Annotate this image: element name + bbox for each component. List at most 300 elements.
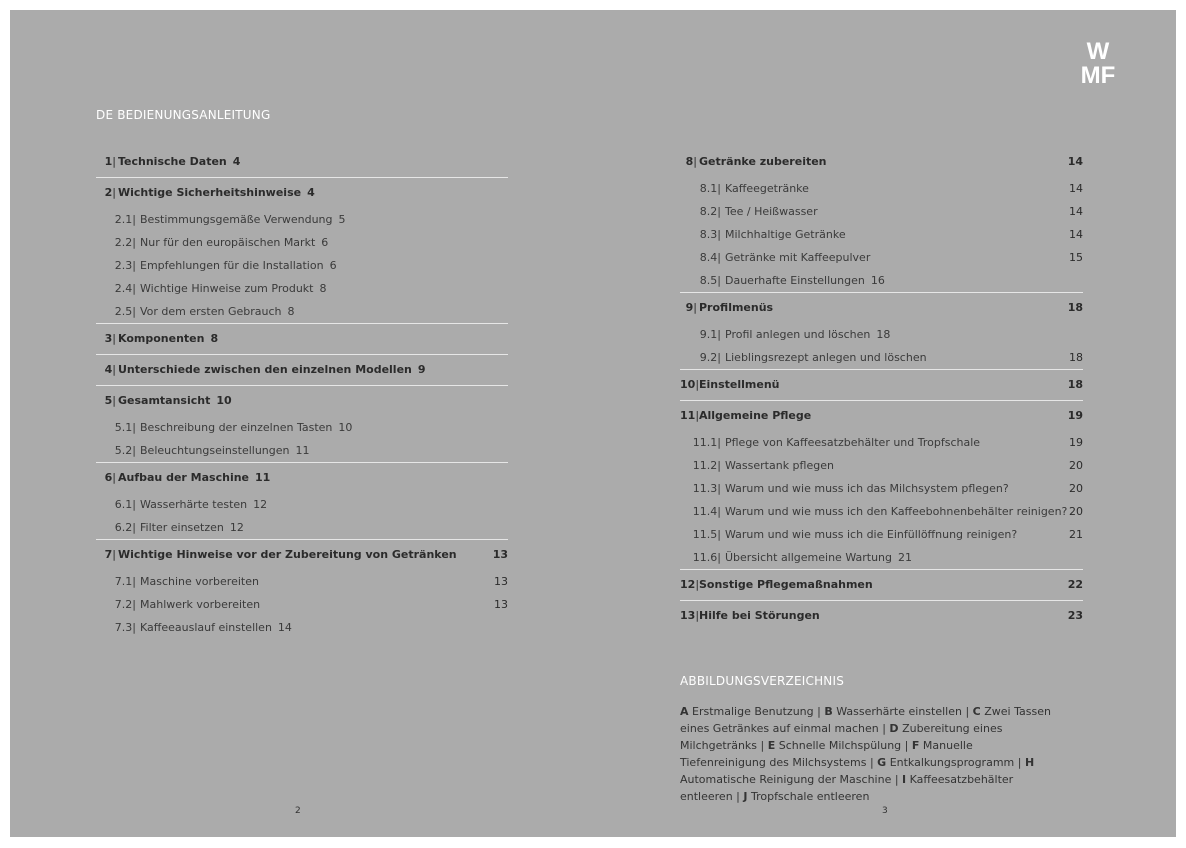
toc-page-number: 4 xyxy=(232,155,241,168)
toc-label-text: Profilmenüs xyxy=(699,301,774,314)
figure-item[interactable] xyxy=(877,756,1014,769)
toc-label-text: Dauerhafte Einstellungen xyxy=(725,274,865,287)
toc-page-number: 8 xyxy=(287,305,295,318)
toc-label-text: Warum und wie muss ich das Milchsystem pflegen? xyxy=(725,482,1009,495)
toc-section xyxy=(680,601,1083,631)
toc-subentry[interactable] xyxy=(680,454,1083,477)
toc-subentry-number xyxy=(680,177,721,200)
toc-subentry-number xyxy=(680,454,721,477)
toc-subentry-label xyxy=(725,431,980,454)
toc-page-number: 18 xyxy=(1067,301,1083,314)
toc-entry-label xyxy=(699,401,811,431)
toc-entry[interactable] xyxy=(96,324,508,354)
figure-separator: | xyxy=(878,722,890,735)
toc-page-number: 18 xyxy=(1067,378,1083,391)
toc-number-bar: | xyxy=(717,482,721,495)
toc-label-text: Mahlwerk vorbereiten xyxy=(140,598,261,611)
toc-label-text: Wassertank pflegen xyxy=(725,459,834,472)
toc-page-number: 13 xyxy=(492,548,508,561)
toc-subentry-number xyxy=(680,523,721,546)
toc-number-text: 9.1 xyxy=(699,328,718,341)
toc-number-text: 4 xyxy=(104,363,113,376)
toc-label-text: Sonstige Pflegemaßnahmen xyxy=(699,578,873,591)
figure-separator: | xyxy=(866,756,878,769)
toc-label-text: Technische Daten xyxy=(118,155,227,168)
toc-page-number: 16 xyxy=(870,274,885,287)
toc-subentry[interactable] xyxy=(96,231,508,254)
figure-text: Kaffeesatzbehälter entleeren xyxy=(680,773,1014,803)
toc-subentry[interactable] xyxy=(680,523,1083,546)
toc-page-number: 10 xyxy=(216,394,232,407)
toc-number-text: 10 xyxy=(680,378,696,391)
toc-page-number: 14 xyxy=(277,621,292,634)
toc-subentry-number xyxy=(96,300,136,323)
toc-label-text: Hilfe bei Störungen xyxy=(699,609,820,622)
toc-subentry-label xyxy=(140,439,309,462)
toc-subentry-number xyxy=(96,254,136,277)
figure-separator: | xyxy=(961,705,973,718)
figure-separator: | xyxy=(813,705,825,718)
toc-subentry-number xyxy=(680,500,721,523)
toc-subentry[interactable] xyxy=(96,616,508,639)
toc-section xyxy=(96,540,508,639)
toc-page-number: 22 xyxy=(1067,578,1083,591)
figure-separator: | xyxy=(1014,756,1025,769)
figure-text: Zubereitung eines Milchgetränks xyxy=(680,722,1003,752)
toc-page-number: 6 xyxy=(321,236,329,249)
toc-entry-label xyxy=(118,147,240,177)
toc-number-text: 6 xyxy=(104,471,113,484)
toc-subentry-number xyxy=(96,570,136,593)
toc-subentry-number xyxy=(680,323,721,346)
figure-key: A xyxy=(680,705,689,718)
toc-subentry-label xyxy=(725,323,890,346)
toc-subentry[interactable] xyxy=(96,416,508,439)
toc-page-number: 18 xyxy=(876,328,891,341)
toc-label-text: Allgemeine Pflege xyxy=(699,409,812,422)
toc-subentry[interactable] xyxy=(96,439,508,462)
toc-number-bar: | xyxy=(132,213,136,226)
toc-label-text: Komponenten xyxy=(118,332,205,345)
toc-number-bar: | xyxy=(717,228,721,241)
toc-page-number: 19 xyxy=(1069,436,1083,449)
toc-label-text: Tee / Heißwasser xyxy=(725,205,818,218)
toc-subentry[interactable] xyxy=(680,177,1083,200)
toc-subentry-number xyxy=(96,208,136,231)
toc-number-text: 8.2 xyxy=(699,205,718,218)
toc-label-text: Aufbau der Maschine xyxy=(118,471,250,484)
toc-page-number: 14 xyxy=(1067,155,1083,168)
figure-key: H xyxy=(1024,756,1035,769)
toc-section xyxy=(96,463,508,540)
toc-entry-number xyxy=(96,355,116,385)
toc-section xyxy=(680,570,1083,601)
toc-entry-number xyxy=(680,147,697,177)
figure-text: Automatische Reinigung der Maschine xyxy=(680,773,892,786)
figure-separator: | xyxy=(757,739,768,752)
toc-label-text: Wasserhärte testen xyxy=(140,498,248,511)
toc-number-text: 8.3 xyxy=(699,228,718,241)
toc-label-text: Warum und wie muss ich die Einfüllöffnung reinigen? xyxy=(725,528,1018,541)
toc-subentry-number xyxy=(680,546,721,569)
toc-page-number: 11 xyxy=(295,444,310,457)
toc-page-number: 21 xyxy=(1069,528,1083,541)
toc-number-bar: | xyxy=(717,328,721,341)
toc-subentry[interactable] xyxy=(96,300,508,323)
toc-number-text: 2.4 xyxy=(114,282,133,295)
toc-subentry-label xyxy=(140,493,267,516)
toc-subentry-number xyxy=(96,231,136,254)
toc-label-text: Maschine vorbereiten xyxy=(140,575,259,588)
toc-page-number: 20 xyxy=(1069,505,1083,518)
toc-number-bar: | xyxy=(717,205,721,218)
toc-number-bar: | xyxy=(132,282,136,295)
toc-section xyxy=(680,401,1083,570)
toc-number-text: 7.1 xyxy=(114,575,133,588)
toc-number-bar: | xyxy=(717,551,721,564)
toc-label-text: Wichtige Sicherheitshinweise xyxy=(118,186,302,199)
toc-number-bar: | xyxy=(695,609,700,622)
toc-number-bar: | xyxy=(112,186,116,199)
toc-number-bar: | xyxy=(112,548,116,561)
toc-subentry[interactable] xyxy=(680,200,1083,223)
toc-number-bar: | xyxy=(695,578,700,591)
toc-label-text: Einstellmenü xyxy=(699,378,780,391)
toc-label-text: Beschreibung der einzelnen Tasten xyxy=(140,421,333,434)
toc-number-bar: | xyxy=(695,409,700,422)
toc-number-bar: | xyxy=(132,305,136,318)
toc-page-number: 11 xyxy=(255,471,271,484)
toc-number-bar: | xyxy=(717,436,721,449)
toc-entry-label xyxy=(699,601,820,631)
toc-page-number: 18 xyxy=(1069,351,1083,364)
toc-number-text: 6.1 xyxy=(114,498,133,511)
toc-subentry-label xyxy=(725,246,870,269)
toc-number-bar: | xyxy=(132,236,136,249)
figure-item[interactable] xyxy=(768,739,901,752)
toc-subentry[interactable] xyxy=(96,516,508,539)
figure-key: I xyxy=(902,773,907,786)
toc-entry[interactable] xyxy=(96,540,508,570)
toc-number-text: 12 xyxy=(680,578,696,591)
toc-label-text: Filter einsetzen xyxy=(140,521,224,534)
toc-number-text: 9.2 xyxy=(699,351,718,364)
figure-key: F xyxy=(911,739,920,752)
toc-entry-label xyxy=(699,147,827,177)
toc-entry-label xyxy=(118,386,232,416)
toc-entry-label xyxy=(118,355,426,385)
toc-entry[interactable] xyxy=(680,370,1083,400)
toc-subentry[interactable] xyxy=(680,323,1083,346)
toc-right xyxy=(680,147,1083,631)
toc-subentry[interactable] xyxy=(680,477,1083,500)
toc-page-number: 14 xyxy=(1069,228,1083,241)
toc-entry[interactable] xyxy=(96,178,508,208)
toc-entry-number xyxy=(96,324,116,354)
toc-number-bar: | xyxy=(717,351,721,364)
toc-subentry-label xyxy=(140,277,327,300)
toc-entry-number xyxy=(96,463,116,493)
toc-number-text: 8.4 xyxy=(699,251,718,264)
toc-number-text: 1 xyxy=(104,155,113,168)
toc-section xyxy=(96,147,508,178)
toc-label-text: Profil anlegen und löschen xyxy=(725,328,871,341)
toc-page-number: 21 xyxy=(898,551,912,564)
toc-label-text: Übersicht allgemeine Wartung xyxy=(725,551,892,564)
toc-section xyxy=(96,178,508,324)
toc-subentry-number xyxy=(96,616,136,639)
toc-subentry-number xyxy=(96,516,136,539)
toc-number-text: 2.5 xyxy=(114,305,133,318)
toc-label-text: Wichtige Hinweise vor der Zubereitung von Getränken xyxy=(118,548,457,561)
toc-number-text: 11.4 xyxy=(692,505,718,518)
figure-key: G xyxy=(877,756,887,769)
toc-subentry-number xyxy=(680,477,721,500)
figure-item[interactable] xyxy=(680,705,814,718)
toc-number-bar: | xyxy=(112,471,116,484)
toc-entry-label xyxy=(118,178,315,208)
toc-number-text: 9 xyxy=(685,301,694,314)
toc-subentry-label xyxy=(140,416,352,439)
figure-text: Zwei Tassen eines Getränkes auf einmal machen xyxy=(680,705,1051,735)
toc-label-text: Unterschiede zwischen den einzelnen Modellen xyxy=(118,363,412,376)
toc-subentry-number xyxy=(680,431,721,454)
toc-entry-number xyxy=(680,293,697,323)
toc-number-bar: | xyxy=(112,394,116,407)
toc-subentry-label xyxy=(140,300,294,323)
toc-page-number: 8 xyxy=(210,332,219,345)
toc-subentry[interactable] xyxy=(680,431,1083,454)
toc-number-text: 5 xyxy=(104,394,113,407)
toc-number-text: 11.2 xyxy=(692,459,718,472)
toc-label-text: Bestimmungsgemäße Verwendung xyxy=(140,213,333,226)
toc-entry-label xyxy=(699,370,780,400)
toc-subentry-number xyxy=(96,493,136,516)
toc-entry-label xyxy=(118,540,457,570)
toc-entry-number xyxy=(96,540,116,570)
toc-subentry-number xyxy=(96,439,136,462)
toc-subentry[interactable] xyxy=(680,246,1083,269)
figure-key: E xyxy=(767,739,776,752)
toc-page-number: 20 xyxy=(1069,459,1083,472)
toc-section xyxy=(96,355,508,386)
figure-item[interactable] xyxy=(743,790,869,803)
toc-subentry[interactable] xyxy=(96,570,508,593)
figure-text: Schnelle Milchspülung xyxy=(778,739,902,752)
figure-separator: | xyxy=(732,790,744,803)
toc-number-bar: | xyxy=(132,598,136,611)
toc-subentry-label xyxy=(140,254,337,277)
page-number-right: 3 xyxy=(882,806,888,816)
toc-subentry-label xyxy=(140,516,244,539)
toc-number-text: 2 xyxy=(104,186,113,199)
toc-number-bar: | xyxy=(132,259,136,272)
toc-page-number: 9 xyxy=(417,363,426,376)
toc-entry-label xyxy=(118,324,218,354)
figure-text: Erstmalige Benutzung xyxy=(692,705,814,718)
toc-page-number: 20 xyxy=(1069,482,1083,495)
toc-section xyxy=(680,293,1083,370)
figure-text: Wasserhärte einstellen xyxy=(836,705,962,718)
toc-entry[interactable] xyxy=(680,293,1083,323)
toc-subentry-number xyxy=(96,593,136,616)
toc-number-text: 2.1 xyxy=(114,213,133,226)
toc-subentry-label xyxy=(725,523,1017,546)
toc-number-text: 8 xyxy=(685,155,694,168)
svg-text:MF: MF xyxy=(1080,62,1116,85)
toc-number-bar: | xyxy=(112,332,116,345)
toc-page-number: 10 xyxy=(338,421,353,434)
toc-subentry[interactable] xyxy=(96,254,508,277)
toc-subentry-number xyxy=(680,346,721,369)
toc-number-bar: | xyxy=(717,505,721,518)
toc-page-number: 8 xyxy=(319,282,327,295)
toc-page-number: 6 xyxy=(329,259,337,272)
toc-entry-number xyxy=(680,370,700,400)
toc-number-bar: | xyxy=(132,498,136,511)
toc-entry[interactable] xyxy=(680,147,1083,177)
toc-entry-number xyxy=(96,386,116,416)
figure-index xyxy=(680,703,1060,805)
toc-subentry-number xyxy=(680,269,721,292)
toc-subentry-number xyxy=(680,200,721,223)
toc-subentry-label xyxy=(725,177,809,200)
page-number-left: 2 xyxy=(295,806,301,816)
toc-number-text: 8.5 xyxy=(699,274,718,287)
toc-number-bar: | xyxy=(717,459,721,472)
toc-subentry[interactable] xyxy=(680,269,1083,292)
figure-item[interactable] xyxy=(824,705,962,718)
toc-number-text: 7.2 xyxy=(114,598,133,611)
toc-page-number: 14 xyxy=(1069,205,1083,218)
toc-label-text: Empfehlungen für die Installation xyxy=(140,259,324,272)
toc-number-text: 11 xyxy=(680,409,696,422)
toc-number-bar: | xyxy=(132,421,136,434)
right-section-title: ABBILDUNGSVERZEICHNIS xyxy=(680,674,845,688)
toc-subentry-label xyxy=(140,616,292,639)
toc-number-text: 6.2 xyxy=(114,521,133,534)
toc-label-text: Warum und wie muss ich den Kaffeebohnenbehälter reinigen? xyxy=(725,505,1068,518)
toc-number-text: 7.3 xyxy=(114,621,133,634)
toc-entry-label xyxy=(118,463,270,493)
toc-subentry-label xyxy=(725,269,885,292)
figure-text: Entkalkungsprogramm xyxy=(889,756,1015,769)
toc-subentry-label xyxy=(140,570,259,593)
toc-subentry[interactable] xyxy=(680,223,1083,246)
toc-number-bar: | xyxy=(132,621,136,634)
toc-label-text: Lieblingsrezept anlegen und löschen xyxy=(725,351,927,364)
toc-entry[interactable] xyxy=(96,355,508,385)
toc-entry-number xyxy=(680,401,700,431)
left-section-title: DE BEDIENUNGSANLEITUNG xyxy=(96,108,271,122)
toc-number-text: 11.6 xyxy=(692,551,718,564)
toc-number-text: 7 xyxy=(104,548,113,561)
toc-label-text: Getränke mit Kaffeepulver xyxy=(725,251,871,264)
toc-subentry-label xyxy=(725,223,846,246)
toc-entry[interactable] xyxy=(680,401,1083,431)
figure-key: J xyxy=(743,790,748,803)
toc-section xyxy=(680,370,1083,401)
toc-subentry-label xyxy=(725,500,1067,523)
toc-number-text: 11.1 xyxy=(692,436,718,449)
toc-number-text: 2.3 xyxy=(114,259,133,272)
toc-subentry[interactable] xyxy=(680,546,1083,569)
toc-number-bar: | xyxy=(717,274,721,287)
toc-label-text: Kaffeegetränke xyxy=(725,182,809,195)
toc-label-text: Milchhaltige Getränke xyxy=(725,228,846,241)
toc-subentry[interactable] xyxy=(96,277,508,300)
toc-subentry-label xyxy=(140,593,260,616)
toc-label-text: Vor dem ersten Gebrauch xyxy=(140,305,282,318)
figure-text: Tropfschale entleeren xyxy=(750,790,870,803)
toc-section xyxy=(96,324,508,355)
toc-number-text: 5.2 xyxy=(114,444,133,457)
toc-number-text: 13 xyxy=(680,609,696,622)
toc-subentry[interactable] xyxy=(96,593,508,616)
toc-subentry-label xyxy=(725,477,1009,500)
toc-number-bar: | xyxy=(132,444,136,457)
toc-entry[interactable] xyxy=(680,570,1083,600)
toc-left xyxy=(96,147,508,639)
toc-number-text: 2.2 xyxy=(114,236,133,249)
toc-entry[interactable] xyxy=(96,386,508,416)
toc-page-number: 23 xyxy=(1067,609,1083,622)
toc-label-text: Pflege von Kaffeesatzbehälter und Tropfschale xyxy=(725,436,981,449)
toc-entry[interactable] xyxy=(96,463,508,493)
toc-subentry-number xyxy=(96,277,136,300)
figure-separator: | xyxy=(891,773,903,786)
toc-label-text: Kaffeeauslauf einstellen xyxy=(140,621,272,634)
toc-number-bar: | xyxy=(112,363,116,376)
toc-section xyxy=(96,386,508,463)
toc-number-bar: | xyxy=(132,521,136,534)
toc-subentry[interactable] xyxy=(680,500,1083,523)
toc-number-bar: | xyxy=(132,575,136,588)
toc-number-bar: | xyxy=(695,378,700,391)
toc-entry-number xyxy=(680,601,700,631)
toc-number-bar: | xyxy=(717,182,721,195)
toc-page-number: 13 xyxy=(494,575,508,588)
toc-label-text: Getränke zubereiten xyxy=(699,155,827,168)
toc-page-number: 14 xyxy=(1069,182,1083,195)
toc-subentry[interactable] xyxy=(680,346,1083,369)
toc-entry-number xyxy=(680,570,700,600)
toc-label-text: Gesamtansicht xyxy=(118,394,211,407)
toc-subentry-number xyxy=(96,416,136,439)
toc-subentry-label xyxy=(725,346,927,369)
toc-number-text: 11.3 xyxy=(692,482,718,495)
figure-separator: | xyxy=(901,739,912,752)
figure-key: D xyxy=(889,722,899,735)
toc-subentry-label xyxy=(140,231,328,254)
figure-key: B xyxy=(824,705,833,718)
toc-page-number: 12 xyxy=(253,498,268,511)
toc-number-bar: | xyxy=(717,528,721,541)
toc-subentry-label xyxy=(725,546,912,569)
toc-subentry[interactable] xyxy=(96,208,508,231)
toc-page-number: 15 xyxy=(1069,251,1083,264)
toc-section xyxy=(680,147,1083,293)
toc-entry[interactable] xyxy=(680,601,1083,631)
toc-subentry[interactable] xyxy=(96,493,508,516)
toc-page-number: 5 xyxy=(338,213,346,226)
toc-entry[interactable] xyxy=(96,147,508,177)
toc-entry-label xyxy=(699,293,773,323)
toc-subentry-label xyxy=(725,200,818,223)
figure-key: C xyxy=(972,705,981,718)
toc-subentry-label xyxy=(725,454,834,477)
toc-label-text: Wichtige Hinweise zum Produkt xyxy=(140,282,314,295)
